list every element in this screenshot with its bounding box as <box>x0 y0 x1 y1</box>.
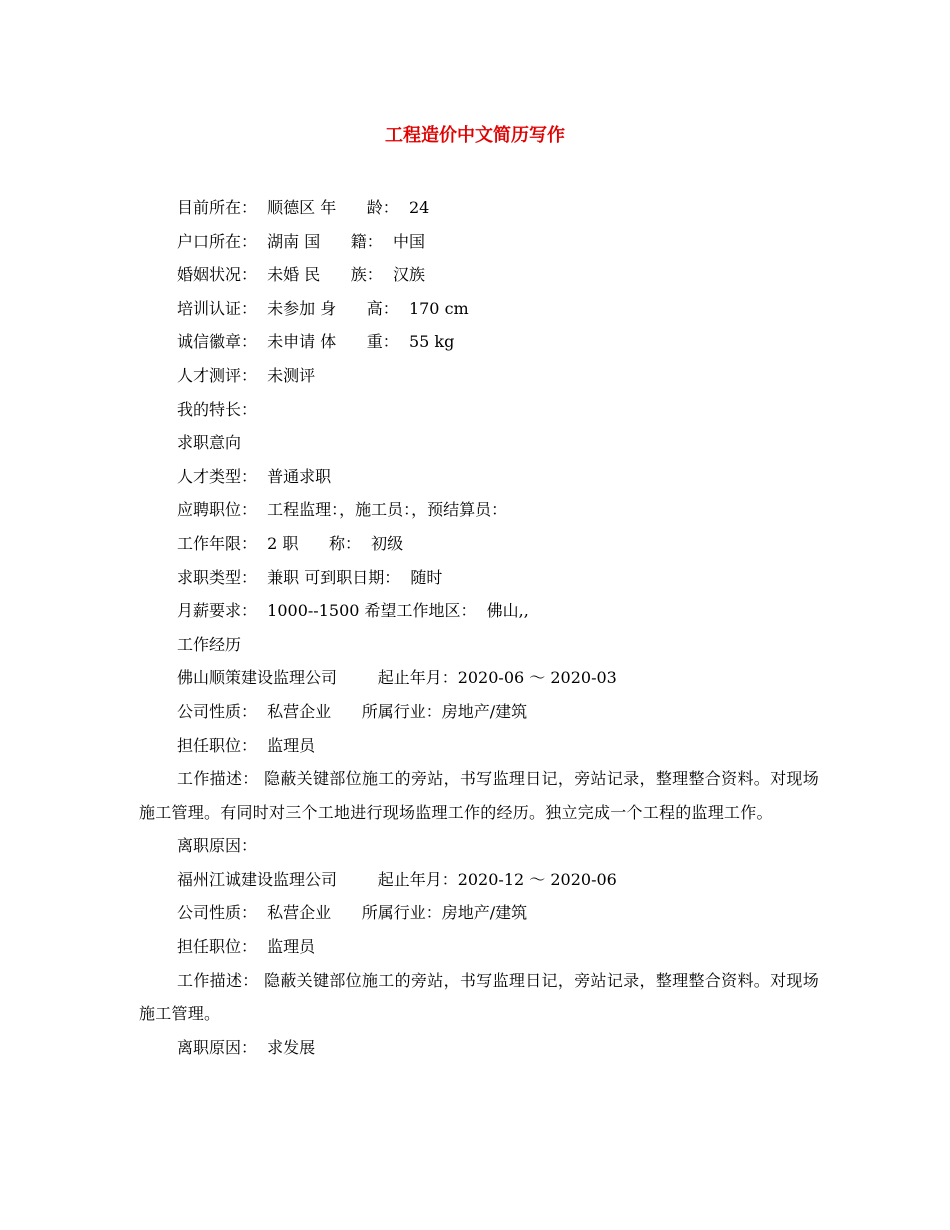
job1-company-type: 公司性质： 私营企业 所属行业：房地产/建筑 <box>177 701 528 721</box>
job1-position: 担任职位： 监理员 <box>177 735 316 755</box>
field-current-location: 目前所在： 顺德区 年 龄： 24 <box>177 198 430 217</box>
job2-leave-reason: 离职原因： 求发展 <box>177 1037 316 1057</box>
resume-body <box>139 191 819 1064</box>
field-marital-status: 婚姻状况： 未婚 民 族： 汉族 <box>177 265 425 285</box>
field-training-cert: 培训认证： 未参加 身 高： 170 cm <box>177 298 469 318</box>
section-job-intention: 求职意向 <box>177 433 242 453</box>
section-work-experience: 工作经历 <box>177 634 242 654</box>
field-hukou: 户口所在： 湖南 国 籍： 中国 <box>177 231 425 251</box>
job2-position: 担任职位： 监理员 <box>177 937 316 957</box>
field-salary: 月薪要求： 1000--1500 希望工作地区： 佛山,, <box>177 601 529 621</box>
field-credit-badge: 诚信徽章： 未申请 体 重： 55 kg <box>177 332 455 352</box>
job1-description: 工作描述： 隐蔽关键部位施工的旁站，书写监理日记，旁站记录，整理整合资料。对现场施工管理。有同时对三个工地进行现场监理工作的经历。独立完成一个工程的监理工作。 <box>139 769 819 822</box>
job1-leave-reason: 离职原因： <box>177 836 258 856</box>
field-job-type: 求职类型： 兼职 可到职日期： 随时 <box>177 567 443 587</box>
job2-description: 工作描述： 隐蔽关键部位施工的旁站，书写监理日记，旁站记录，整理整合资料。对现场施工管理。 <box>139 970 819 1024</box>
document-title: 工程造价中文简历写作 <box>385 125 565 146</box>
field-talent-assessment: 人才测评： 未测评 <box>177 365 316 385</box>
field-applied-positions: 应聘职位： 工程监理：，施工员：，预结算员： <box>177 500 508 520</box>
job1-company: 佛山顺策建设监理公司 起止年月：2020-06 ～ 2020-03 <box>177 668 617 688</box>
field-work-years: 工作年限： 2 职 称： 初级 <box>177 533 404 553</box>
field-specialty: 我的特长： <box>177 399 258 419</box>
field-talent-type: 人才类型： 普通求职 <box>177 466 332 486</box>
job2-company: 福州江诚建设监理公司 起止年月：2020-12 ～ 2020-06 <box>177 869 617 889</box>
job2-company-type: 公司性质： 私营企业 所属行业：房地产/建筑 <box>177 903 528 923</box>
